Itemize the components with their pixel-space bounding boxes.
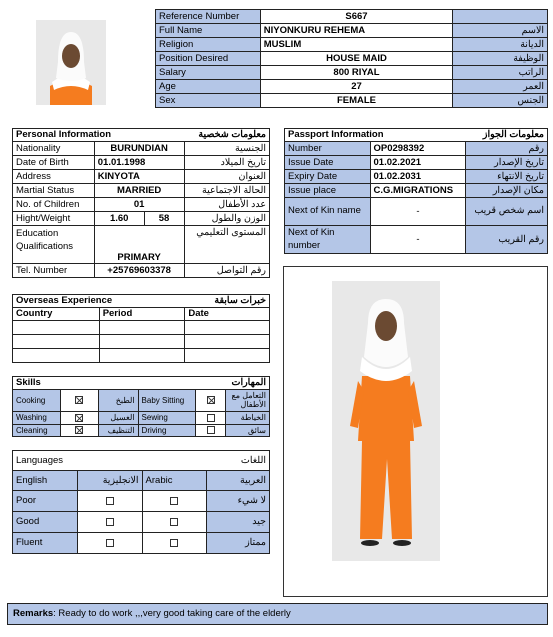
expiry-date-label: Expiry Date — [285, 170, 371, 184]
overseas-cell — [185, 335, 270, 349]
address-label: Address — [13, 170, 95, 184]
languages-table — [12, 450, 270, 554]
ref-arabic — [453, 10, 548, 24]
religion-arabic: الديانة — [453, 38, 548, 52]
overseas-col-country: Country — [13, 308, 100, 321]
position-value: HOUSE MAID — [260, 52, 452, 66]
issue-place-value: C.G.MIGRATIONS — [370, 184, 466, 198]
dob-label: Date of Birth — [13, 156, 95, 170]
overseas-col-date: Date — [185, 308, 270, 321]
sex-value: FEMALE — [260, 94, 452, 108]
kin-number-arabic: رقم القريب — [466, 226, 548, 254]
education-label: Education Qualifications — [13, 226, 95, 264]
issue-date-label: Issue Date — [285, 156, 371, 170]
dob-arabic: تاريخ الميلاد — [184, 156, 270, 170]
checkbox-empty-icon — [106, 518, 114, 526]
arabic-poor-check[interactable] — [142, 491, 207, 512]
remarks-label: Remarks — [13, 608, 54, 619]
passport-info-table — [284, 128, 548, 254]
ref-label: Reference Number — [156, 10, 261, 24]
kin-name-arabic: اسم شخص قريب — [466, 198, 548, 226]
ref-value: S667 — [260, 10, 452, 24]
nationality-label: Nationality — [13, 142, 95, 156]
english-fluent-check[interactable] — [77, 533, 142, 554]
skill-sewing-label: Sewing — [138, 412, 196, 425]
level-good-arabic: جيد — [207, 512, 270, 533]
expiry-date-value: 01.02.2031 — [370, 170, 466, 184]
skill-washing-label: Washing — [13, 412, 61, 425]
issue-place-label: Issue place — [285, 184, 371, 198]
overseas-cell — [99, 321, 185, 335]
skill-cooking-check[interactable] — [60, 390, 98, 412]
marital-label: Martial Status — [13, 184, 95, 198]
checkbox-checked-icon — [75, 426, 83, 434]
religion-label: Religion — [156, 38, 261, 52]
nationality-arabic: الجنسية — [184, 142, 270, 156]
passport-number-value: OP0298392 — [370, 142, 466, 156]
position-arabic: الوظيفة — [453, 52, 548, 66]
overseas-cell — [13, 349, 100, 363]
overseas-title: Overseas Experience — [13, 295, 185, 308]
skill-washing-check[interactable] — [60, 412, 98, 425]
overseas-cell — [13, 321, 100, 335]
skill-washing-arabic: الغسيل — [98, 412, 138, 425]
age-value: 27 — [260, 80, 452, 94]
overseas-cell — [185, 349, 270, 363]
skill-babysitting-label: Baby Sitting — [138, 390, 196, 412]
remarks-bar — [7, 603, 548, 625]
position-label: Position Desired — [156, 52, 261, 66]
fullname-label: Full Name — [156, 24, 261, 38]
arabic-good-check[interactable] — [142, 512, 207, 533]
checkbox-empty-icon — [106, 539, 114, 547]
sex-label: Sex — [156, 94, 261, 108]
tel-label: Tel. Number — [13, 264, 95, 278]
education-value: PRIMARY — [94, 226, 184, 264]
religion-value: MUSLIM — [260, 38, 452, 52]
checkbox-empty-icon — [106, 497, 114, 505]
checkbox-checked-icon — [207, 396, 215, 404]
skill-babysitting-check[interactable] — [196, 390, 226, 412]
nationality-value: BURUNDIAN — [94, 142, 184, 156]
arabic-label: Arabic — [142, 471, 207, 491]
marital-arabic: الحالة الاجتماعية — [184, 184, 270, 198]
address-arabic: العنوان — [184, 170, 270, 184]
age-arabic: العمر — [453, 80, 548, 94]
skill-driving-label: Driving — [138, 425, 196, 437]
skill-cleaning-label: Cleaning — [13, 425, 61, 437]
english-good-check[interactable] — [77, 512, 142, 533]
kin-number-value: - — [370, 226, 466, 254]
kin-name-value: - — [370, 198, 466, 226]
overseas-col-period: Period — [99, 308, 185, 321]
overseas-table — [12, 294, 270, 363]
english-label: English — [13, 471, 78, 491]
marital-value: MARRIED — [94, 184, 184, 198]
overseas-cell — [99, 349, 185, 363]
overseas-cell — [13, 335, 100, 349]
passport-number-label: Number — [285, 142, 371, 156]
issue-date-arabic: تاريخ الإصدار — [466, 156, 548, 170]
age-label: Age — [156, 80, 261, 94]
tel-value: +25769603378 — [94, 264, 184, 278]
skill-cleaning-check[interactable] — [60, 425, 98, 437]
skills-title-ar: المهارات — [138, 377, 269, 390]
arabic-arabic: العربية — [207, 471, 270, 491]
checkbox-checked-icon — [75, 396, 83, 404]
salary-arabic: الراتب — [453, 66, 548, 80]
english-poor-check[interactable] — [77, 491, 142, 512]
personal-info-table — [12, 128, 270, 278]
kin-name-label: Next of Kin name — [285, 198, 371, 226]
children-value: 01 — [94, 198, 184, 212]
checkbox-checked-icon — [75, 414, 83, 422]
remarks-text: : Ready to do work ,,,very good taking care of the elderly — [53, 608, 291, 619]
skill-cleaning-arabic: التنظيف — [98, 425, 138, 437]
applicant-photo-small — [36, 20, 106, 105]
passport-number-arabic: رقم — [466, 142, 548, 156]
issue-place-arabic: مكان الإصدار — [466, 184, 548, 198]
kin-number-label: Next of Kin number — [285, 226, 371, 254]
languages-title: Languages — [13, 451, 143, 471]
overseas-title-ar: خبرات سابقة — [185, 295, 270, 308]
height-value: 1.60 — [94, 212, 144, 226]
arabic-fluent-check[interactable] — [142, 533, 207, 554]
passport-title: Passport Information — [285, 129, 466, 142]
children-label: No. of Children — [13, 198, 95, 212]
level-poor-label: Poor — [13, 491, 78, 512]
checkbox-empty-icon — [170, 539, 178, 547]
skills-table — [12, 376, 270, 437]
expiry-date-arabic: تاريخ الانتهاء — [466, 170, 548, 184]
checkbox-empty-icon — [207, 414, 215, 422]
skill-sewing-arabic: الخياطة — [226, 412, 270, 425]
checkbox-empty-icon — [170, 518, 178, 526]
header-table — [155, 9, 548, 108]
skill-driving-arabic: سائق — [226, 425, 270, 437]
skills-title: Skills — [13, 377, 139, 390]
level-fluent-arabic: ممتاز — [207, 533, 270, 554]
skill-driving-check[interactable] — [196, 425, 226, 437]
salary-label: Salary — [156, 66, 261, 80]
checkbox-empty-icon — [170, 497, 178, 505]
overseas-cell — [185, 321, 270, 335]
checkbox-empty-icon — [207, 426, 215, 434]
languages-title-ar: اللغات — [142, 451, 269, 471]
personal-title: Personal Information — [13, 129, 145, 142]
fullname-value: NIYONKURU REHEMA — [260, 24, 452, 38]
skill-sewing-check[interactable] — [196, 412, 226, 425]
applicant-photo-full — [332, 281, 440, 561]
issue-date-value: 01.02.2021 — [370, 156, 466, 170]
level-good-label: Good — [13, 512, 78, 533]
sex-arabic: الجنس — [453, 94, 548, 108]
level-fluent-label: Fluent — [13, 533, 78, 554]
level-poor-arabic: لا شيء — [207, 491, 270, 512]
fullname-arabic: الاسم — [453, 24, 548, 38]
hw-label: Hight/Weight — [13, 212, 95, 226]
tel-arabic: رقم التواصل — [184, 264, 270, 278]
skill-cooking-arabic: الطبخ — [98, 390, 138, 412]
overseas-cell — [99, 335, 185, 349]
children-arabic: عدد الأطفال — [184, 198, 270, 212]
dob-value: 01.01.1998 — [94, 156, 184, 170]
weight-value: 58 — [144, 212, 184, 226]
english-arabic: الانجليزية — [77, 471, 142, 491]
education-arabic: المستوى التعليمي — [184, 226, 270, 264]
skill-babysitting-arabic: التعامل مع الأطفال — [226, 390, 270, 412]
passport-title-ar: معلومات الجواز — [466, 129, 548, 142]
personal-title-ar: معلومات شخصية — [144, 129, 269, 142]
address-value: KINYOTA — [94, 170, 184, 184]
salary-value: 800 RIYAL — [260, 66, 452, 80]
skill-cooking-label: Cooking — [13, 390, 61, 412]
hw-arabic: الوزن والطول — [184, 212, 270, 226]
